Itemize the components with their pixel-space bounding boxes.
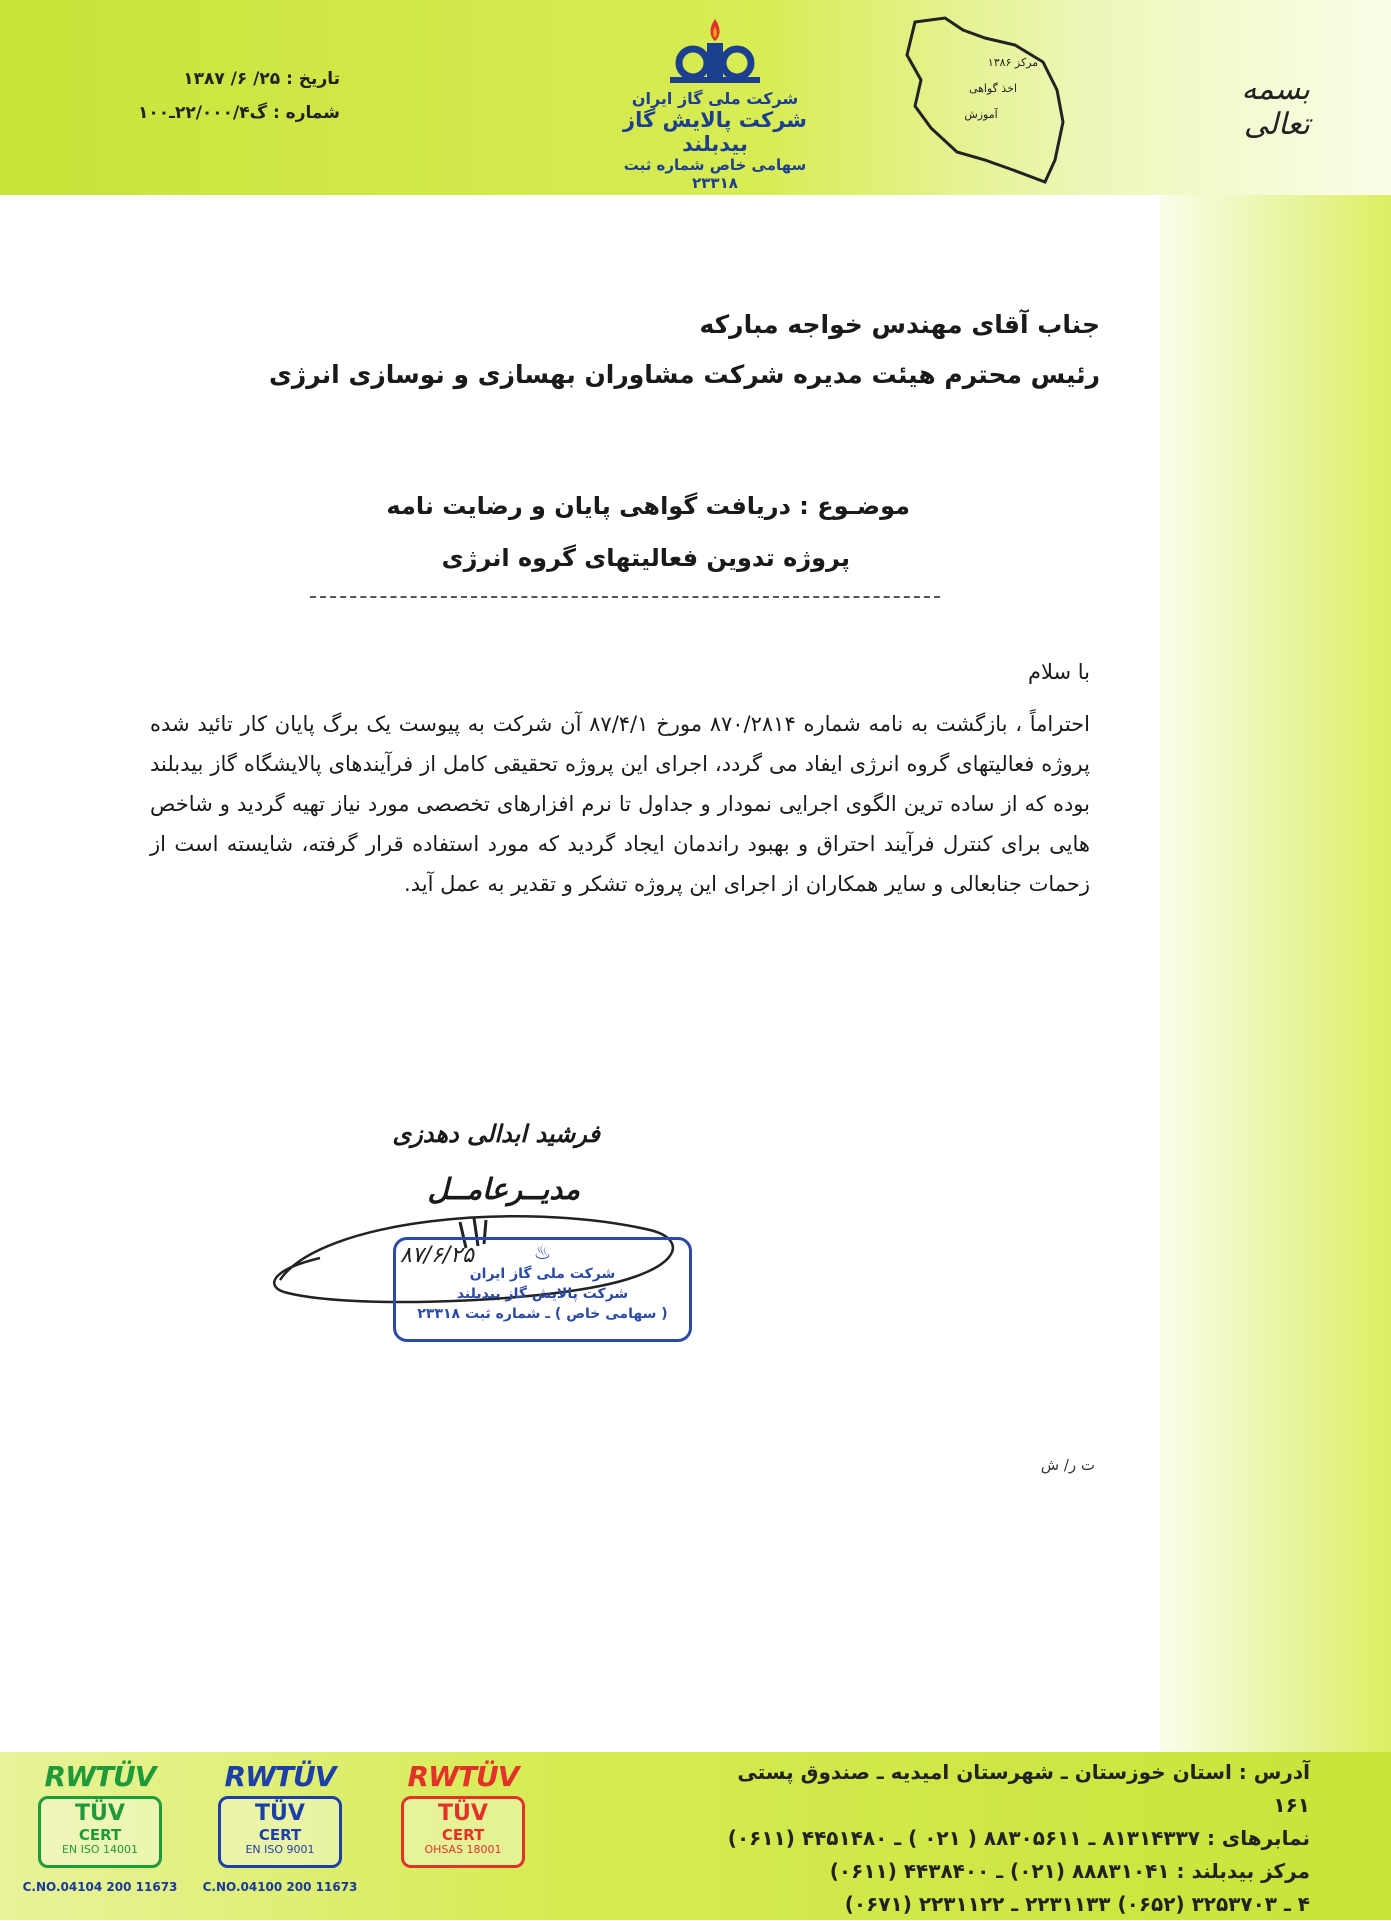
footer-address [700, 1756, 1310, 1921]
subject-divider [310, 596, 940, 598]
signature-date: ۸۷/۶/۲۵ [400, 1243, 474, 1268]
cert-label: CERT [441, 1826, 485, 1844]
cert-badge-iso14001 [30, 1762, 170, 1874]
recipient-block [200, 300, 1100, 400]
recipient-name: جناب آقای مهندس خواجه مبارکه [699, 310, 1100, 339]
right-band [1160, 195, 1391, 1755]
gas-flame-logo-icon [660, 15, 770, 87]
cert-badge-ohsas18001 [393, 1762, 533, 1874]
cert-box [218, 1796, 342, 1868]
logo-line-nioc: شرکت ملی گاز ایران [631, 89, 799, 108]
cert-tuv-mark: TÜV [75, 1801, 125, 1826]
address-line: مرکز بیدبلند : ۸۸۸۳۱۰۴۱ (۰۲۱) ـ ۴۴۳۸۴۰۰ (۰۶۱۱) [829, 1859, 1310, 1883]
cert-standard: EN ISO 9001 [245, 1843, 315, 1856]
letter-number: شماره : گ۲۲/۰۰۰/۴ـ۱۰۰ [137, 103, 340, 123]
cert-brand: RWTÜV [407, 1760, 519, 1793]
stamp-line-2: شرکت پالایش گاز بیدبلند [456, 1286, 629, 1302]
cert-standard: OHSAS 18001 [424, 1843, 502, 1856]
logo-line-company: شرکت پالایش گاز بیدبلند [623, 108, 807, 156]
cert-badge-iso9001 [210, 1762, 350, 1874]
address-line: نمابرهای : ۸۱۳۱۴۳۳۷ ـ ۸۸۳۰۵۶۱۱ ( ۰۲۱ ) ـ ۴۴۵۱۴۸۰ (۰۶۱۱) [727, 1826, 1310, 1850]
cert-tuv-mark: TÜV [255, 1801, 305, 1826]
address-line: ۴ ـ ۳۲۵۳۷۰۳ (۰۶۵۲) ۲۲۳۱۱۳۳ ـ ۲۲۳۱۱۲۲ (۰۶۷۱) [844, 1892, 1310, 1916]
address-line: آدرس : استان خوزستان ـ شهرستان امیدیه ـ صندوق پستی ۱۶۱ [737, 1760, 1310, 1817]
subject-block [330, 480, 910, 584]
iran-map-icon [885, 10, 1075, 190]
typist-initials: ت ر/ ش [1040, 1456, 1095, 1474]
stamp-line-3: ( سهامی خاص ) ـ شماره ثبت ۲۳۳۱۸ [417, 1306, 668, 1322]
letter-date: تاریخ : ۲۵/ ۶/ ۱۳۸۷ [183, 69, 340, 89]
company-logo [600, 15, 830, 190]
cert-box [401, 1796, 525, 1868]
cert-number: C.NO.04100 200 11673 [202, 1880, 358, 1894]
map-note: اخذ گواهی [968, 82, 1018, 95]
cert-box [38, 1796, 162, 1868]
logo-line-registration: سهامی خاص شماره ثبت ۲۳۳۱۸ [623, 156, 807, 192]
cert-label: CERT [78, 1826, 122, 1844]
cert-standard: EN ISO 14001 [61, 1843, 139, 1856]
basmala: بسمه تعالی [1241, 72, 1310, 142]
subject-line-1: موضـوع : دریافت گواهی پایان و رضایت نامه [386, 492, 910, 520]
stamp-line-1: شرکت ملی گاز ایران [469, 1266, 616, 1282]
stamp-emblem-icon: ♨ [533, 1240, 552, 1264]
map-note: مرکز ۱۳۸۶ [987, 56, 1039, 69]
company-stamp [393, 1237, 692, 1342]
letter-paper [0, 195, 1160, 1752]
subject-line-2: پروژه تدوین فعالیتهای گروه انرژی [441, 544, 850, 572]
cert-brand: RWTÜV [224, 1760, 336, 1793]
cert-label: CERT [258, 1826, 302, 1844]
signatory-name: فرشید ابدالی دهدزی [392, 1120, 600, 1148]
date-number-block [100, 62, 340, 130]
cert-brand: RWTÜV [44, 1760, 156, 1793]
map-note: آموزش [964, 108, 998, 121]
signatory-title: مدیــرعامــل [427, 1172, 580, 1206]
recipient-title: رئیس محترم هیئت مدیره شرکت مشاوران بهسازی و نوسازی انرژی [268, 360, 1100, 389]
greeting: با سلام [1027, 660, 1090, 684]
cert-tuv-mark: TÜV [438, 1801, 488, 1826]
letter-body: احتراماً ، بازگشت به نامه شماره ۸۷۰/۲۸۱۴ مورخ ۸۷/۴/۱ آن شرکت به پیوست یک برگ پایان کار تائید شده پروژه فعالیتهای گروه انرژی ایفاد می گردد، اجرای این پروژه تحقیقی کامل از فرآیندهای پالایشگاه گاز بیدبلند بوده که از ساده ترین الگوی اجرایی نمودار و جداول تا نرم افزارهای تخصصی مورد نیاز تهیه گردید و شاخص هایی برای کنترل فرآیند احتراق و بهبود راندمان ایجاد گردید که مورد استفاده قرار گرفته، شایسته است از زحمات جنابعالی و سایر همکاران از اجرای این پروژه تشکر و تقدیر به عمل آید. [150, 712, 1090, 896]
cert-number: C.NO.04104 200 11673 [22, 1880, 178, 1894]
